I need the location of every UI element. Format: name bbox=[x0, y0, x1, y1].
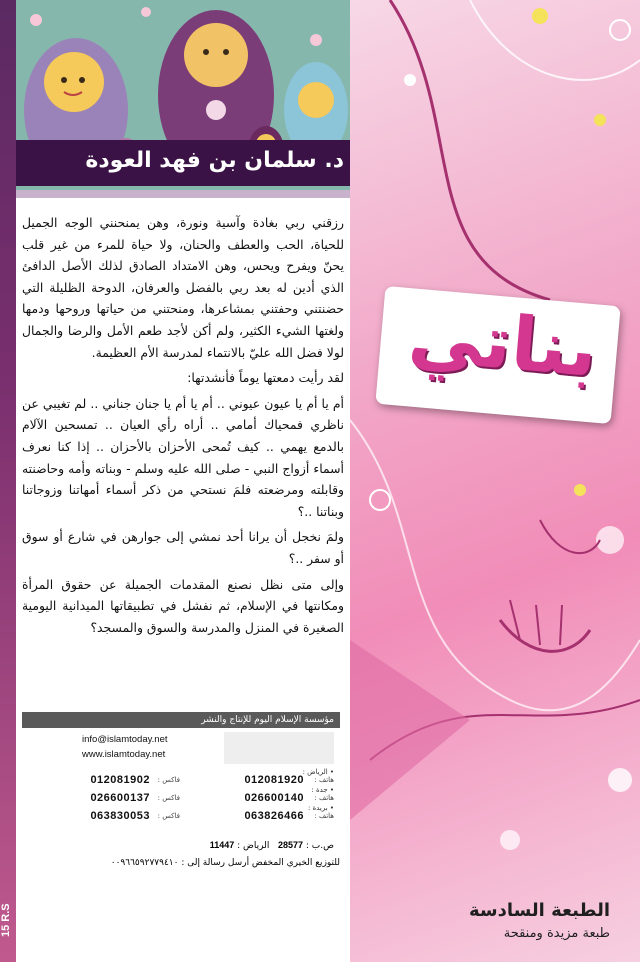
paragraph-1: رزقني ربي بغادة وآسية ونورة، وهن يمنحنني الوجه الجميل للحياة، الحب والعطف والحنان، ولا حياة للمرء من غير قلب يحنّ ويفرح ويحس، وهن الامتداد الصادق لذلك الأصل الدافئ الذي أدين له بعد ربي بالفضل والعرفان، الدوحة الظليلة التي حضنتني وحفتني بمشاعرها، ومنحتني من حياتها وروحها ودمها ولغتها الشيء الكثير، ولم أكن لأجد طعم الأمل والرضا والجمال لولا فضل الله عليّ بالانتماء لمدرسة الأم العظيمة. bbox=[22, 215, 344, 360]
paragraph-2: لقد رأيت دمعتها يوماً فأنشدتها: bbox=[187, 370, 344, 386]
book-title: بناتي bbox=[405, 291, 601, 395]
branch-city: • بريدة : bbox=[307, 804, 334, 812]
branch-city: • جدة : bbox=[311, 786, 334, 794]
branch-phone: 063826466 bbox=[244, 810, 304, 822]
phone-label: هاتف : bbox=[314, 794, 334, 802]
fax-label: فاكس : bbox=[157, 776, 180, 784]
free-distribution-note: للتوزيع الخيري المخفض أرسل رسالة إلى : ٠٠٩٦٦٥٩٢٧٧٩٤١٠ bbox=[110, 858, 340, 868]
branch-contacts bbox=[22, 768, 340, 822]
phone-label: هاتف : bbox=[314, 812, 334, 820]
branch-phone: 012081920 bbox=[244, 774, 304, 786]
publisher-email: info@islamtoday.net bbox=[82, 734, 168, 745]
front-cover bbox=[350, 0, 640, 962]
publisher-name: مؤسسة الإسلام اليوم للإنتاج والنشر bbox=[22, 712, 340, 728]
postal-label: الرياض : bbox=[237, 841, 270, 851]
phone-label: هاتف : bbox=[314, 776, 334, 784]
price-label: 15 R.S bbox=[0, 903, 12, 937]
branch-fax: 063830053 bbox=[90, 810, 150, 822]
author-bar bbox=[16, 140, 350, 186]
back-cover-text bbox=[22, 212, 344, 642]
paragraph-4: ولمَ نخجل أن يرانا أحد نمشي إلى جوارهن في شارع أو سوق أو سفر ..؟ bbox=[22, 529, 344, 566]
paragraph-3: أم يا أم يا عيون عيوني .. أم يا أم يا جنان جناني .. لم تغيبي عن ناظري فمحياك أمامي .. أراه رأي العيان .. تمسحين الآلام بالدمع يهمي .. كيف تُمحى الأحزان بالأحزان .. إذا كنا نعرف أسماء أزواج النبي - صلى الله عليه وسلم - وبناته وأمه وحاضنته وقابلته ومرضعته فلمَ نستحي من ذكر أسماء أمهاتنا وزوجاتنا وبناتنا ..؟ bbox=[22, 395, 344, 519]
author-name: د. سلمان بن فهد العودة bbox=[85, 148, 344, 173]
branch-fax: 012081902 bbox=[90, 774, 150, 786]
floral-decoration bbox=[350, 0, 640, 962]
branch-fax: 026600137 bbox=[90, 792, 150, 804]
branch-row bbox=[22, 786, 340, 804]
publisher-logo bbox=[224, 732, 334, 764]
branch-row bbox=[22, 768, 340, 786]
decorative-band bbox=[16, 190, 350, 198]
pobox-label: ص.ب : bbox=[305, 841, 334, 851]
spine-strip bbox=[0, 0, 16, 962]
fax-label: فاكس : bbox=[157, 812, 180, 820]
edition-label: الطبعة السادسة bbox=[468, 900, 610, 921]
po-box bbox=[210, 840, 334, 851]
publisher-website: www.islamtoday.net bbox=[82, 749, 166, 760]
fax-label: فاكس : bbox=[157, 794, 180, 802]
paragraph-5: وإلى متى نظل نصنع المقدمات الجميلة عن حقوق المرأة ومكانتها في الإسلام، ثم نفشل في تطبيقاتها الميدانية اليومية الصغيرة في المنزل والمدرسة والسوق والمسجد؟ bbox=[22, 576, 344, 635]
branch-city: • الرياض : bbox=[302, 768, 334, 776]
branch-phone: 026600140 bbox=[244, 792, 304, 804]
edition-note: طبعة مزيدة ومنقحة bbox=[503, 926, 610, 941]
publisher-info bbox=[22, 712, 340, 851]
pobox-number: 28577 bbox=[277, 840, 304, 850]
branch-row bbox=[22, 804, 340, 822]
postal-code: 11447 bbox=[209, 840, 235, 850]
